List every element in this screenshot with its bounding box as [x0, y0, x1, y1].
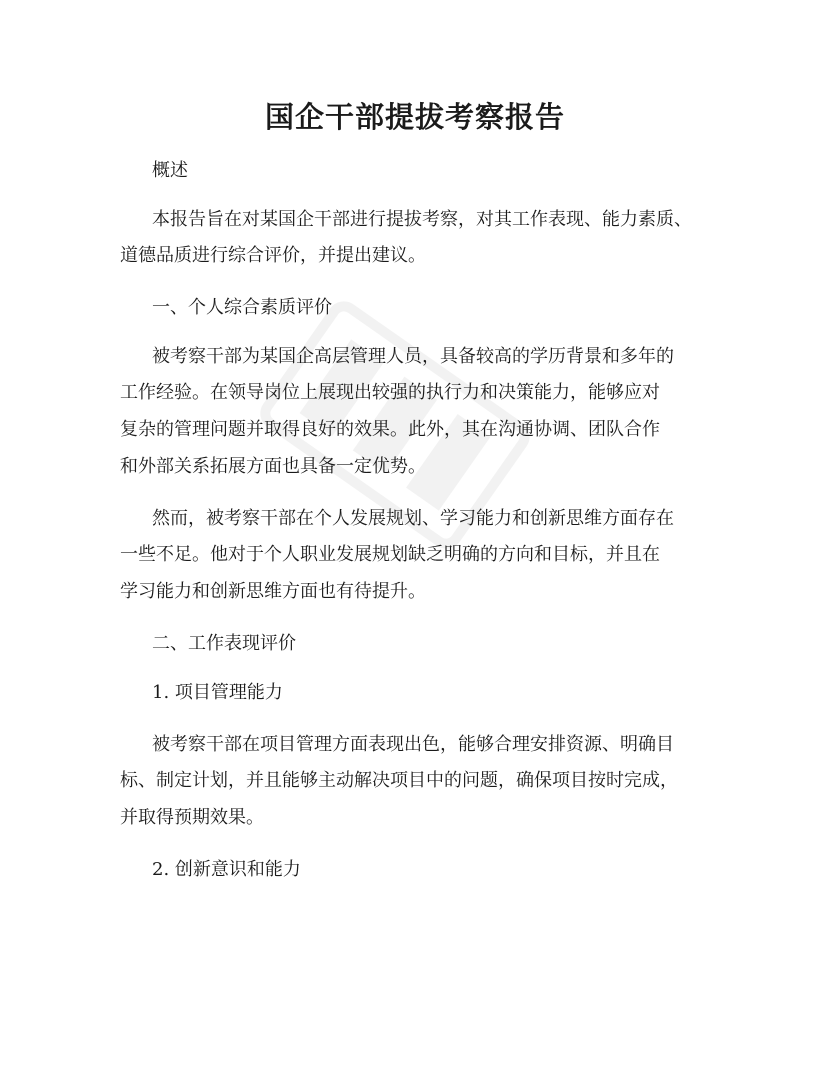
section1-para2-line-3: 学习能力和创新思维方面也有待提升。: [120, 581, 426, 602]
section1-para2-line-1: 然而，被考察干部在个人发展规划、学习能力和创新思维方面存在: [152, 508, 674, 529]
section1-para1-line-4: 和外部关系拓展方面也具备一定优势。: [120, 456, 426, 477]
overview-heading: 概述: [152, 160, 188, 181]
section1-para1-line-2: 工作经验。在领导岗位上展现出较强的执行力和决策能力，能够应对: [120, 382, 660, 403]
document-title: 国企干部提拔考察报告: [264, 100, 565, 134]
overview-line-2: 道德品质进行综合评价，并提出建议。: [120, 245, 426, 266]
section2-heading: 二、工作表现评价: [152, 633, 296, 654]
section1-para2-line-2: 一些不足。他对于个人职业发展规划缺乏明确的方向和目标，并且在: [120, 544, 660, 565]
subsection1-line-1: 被考察干部在项目管理方面表现出色，能够合理安排资源、明确目: [152, 734, 674, 755]
subsection2-heading: 2. 创新意识和能力: [152, 859, 301, 880]
overview-line-1: 本报告旨在对某国企干部进行提拔考察，对其工作表现、能力素质、: [152, 209, 692, 230]
subsection1-heading: 1. 项目管理能力: [152, 682, 283, 703]
section1-heading: 一、个人综合素质评价: [152, 297, 332, 318]
section1-para1-line-1: 被考察干部为某国企高层管理人员，具备较高的学历背景和多年的: [152, 346, 674, 367]
section1-para1-line-3: 复杂的管理问题并取得良好的效果。此外，其在沟通协调、团队合作: [120, 419, 660, 440]
subsection1-line-3: 并取得预期效果。: [120, 807, 264, 828]
subsection1-line-2: 标、制定计划，并且能够主动解决项目中的问题，确保项目按时完成，: [120, 770, 678, 791]
